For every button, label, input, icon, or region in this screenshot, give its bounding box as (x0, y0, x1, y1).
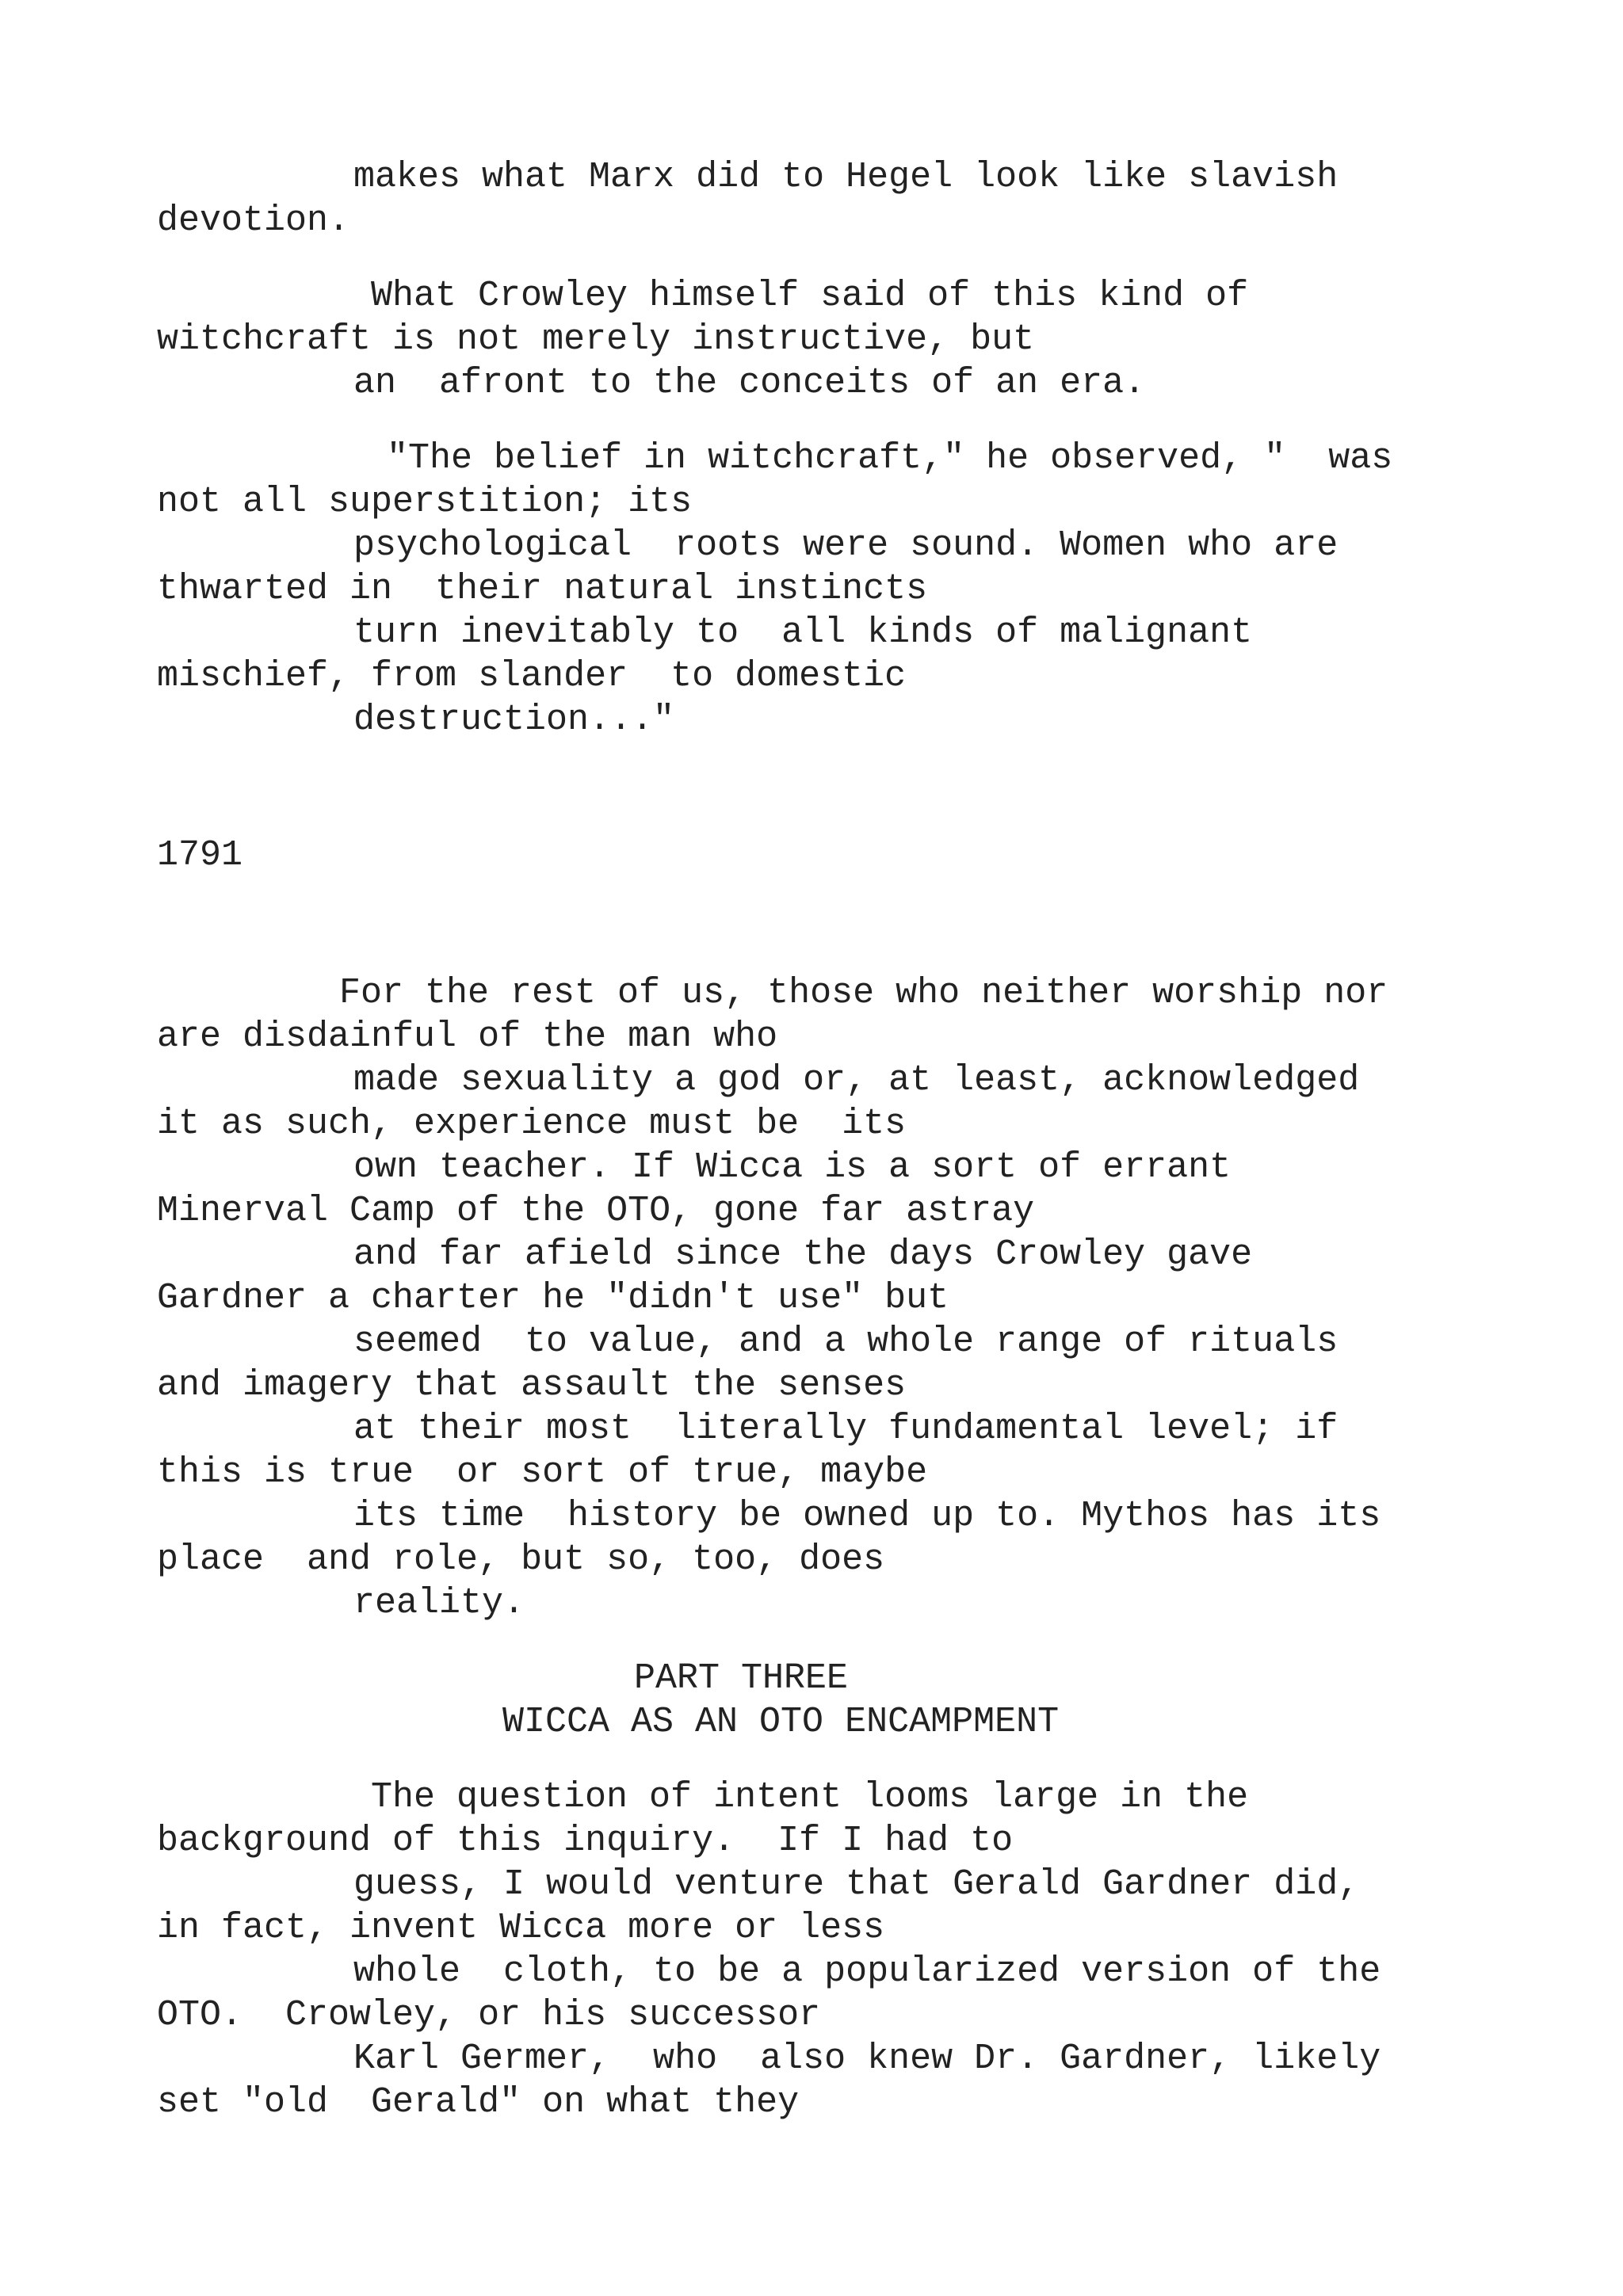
paragraph-4-line-5: own teacher. If Wicca is a sort of errant (353, 1147, 1232, 1188)
paragraph-3-line-1: "The belief in witchcraft," he observed, " was (387, 438, 1393, 479)
paragraph-4-line-13: its time history be owned up to. Mythos has its (353, 1496, 1381, 1536)
paragraph-4-line-8: Gardner a charter he "didn't use" but (157, 1278, 949, 1318)
paragraph-4-line-7: and far afield since the days Crowley gave (353, 1234, 1253, 1275)
paragraph-3-line-6: mischief, from slander to domestic (157, 656, 907, 696)
paragraph-2-line-1: What Crowley himself said of this kind of (371, 276, 1249, 316)
section-heading-part: PART THREE (634, 1658, 849, 1699)
paragraph-4-line-1: For the rest of us, those who neither worship nor (339, 973, 1388, 1013)
paragraph-4-line-14: place and role, but so, too, does (157, 1539, 885, 1580)
paragraph-5-line-3: guess, I would venture that Gerald Gardner did, (353, 1864, 1360, 1905)
paragraph-4-line-15: reality. (353, 1583, 525, 1623)
paragraph-3-line-2: not all superstition; its (157, 482, 693, 522)
paragraph-4-line-6: Minerval Camp of the OTO, gone far astray (157, 1191, 1035, 1231)
paragraph-4-line-9: seemed to value, and a whole range of rituals (353, 1322, 1338, 1362)
paragraph-4-line-10: and imagery that assault the senses (157, 1365, 907, 1405)
paragraph-4-line-4: it as such, experience must be its (157, 1104, 907, 1144)
paragraph-4-line-11: at their most literally fundamental level; if (353, 1409, 1338, 1449)
paragraph-4-line-12: this is true or sort of true, maybe (157, 1452, 928, 1493)
paragraph-4-line-3: made sexuality a god or, at least, acknowledged (353, 1060, 1360, 1100)
paragraph-5-line-8: set "old Gerald" on what they (157, 2082, 800, 2122)
paragraph-5-line-1: The question of intent looms large in the (371, 1777, 1249, 1817)
paragraph-2-line-2: witchcraft is not merely instructive, but (157, 319, 1035, 360)
paragraph-1-line-1: makes what Marx did to Hegel look like slavish (353, 157, 1338, 197)
paragraph-3-line-3: psychological roots were sound. Women who are (353, 525, 1338, 566)
paragraph-5-line-7: Karl Germer, who also knew Dr. Gardner, likely (353, 2039, 1381, 2079)
paragraph-5-line-6: OTO. Crowley, or his successor (157, 1995, 821, 2035)
paragraph-1-line-2: devotion. (157, 200, 350, 241)
paragraph-3-line-5: turn inevitably to all kinds of malignant (353, 612, 1253, 653)
paragraph-3-line-4: thwarted in their natural instincts (157, 569, 928, 609)
paragraph-5-line-2: background of this inquiry. If I had to (157, 1821, 1014, 1861)
paragraph-3-line-7: destruction..." (353, 700, 675, 740)
paragraph-2-line-3: an afront to the conceits of an era. (353, 363, 1146, 403)
paragraph-5-line-5: whole cloth, to be a popularized version of the (353, 1951, 1381, 1992)
footnote-number: 1791 (157, 835, 243, 875)
section-heading-title: WICCA AS AN OTO ENCAMPMENT (502, 1702, 1060, 1742)
paragraph-4-line-2: are disdainful of the man who (157, 1016, 778, 1057)
paragraph-5-line-4: in fact, invent Wicca more or less (157, 1908, 885, 1948)
